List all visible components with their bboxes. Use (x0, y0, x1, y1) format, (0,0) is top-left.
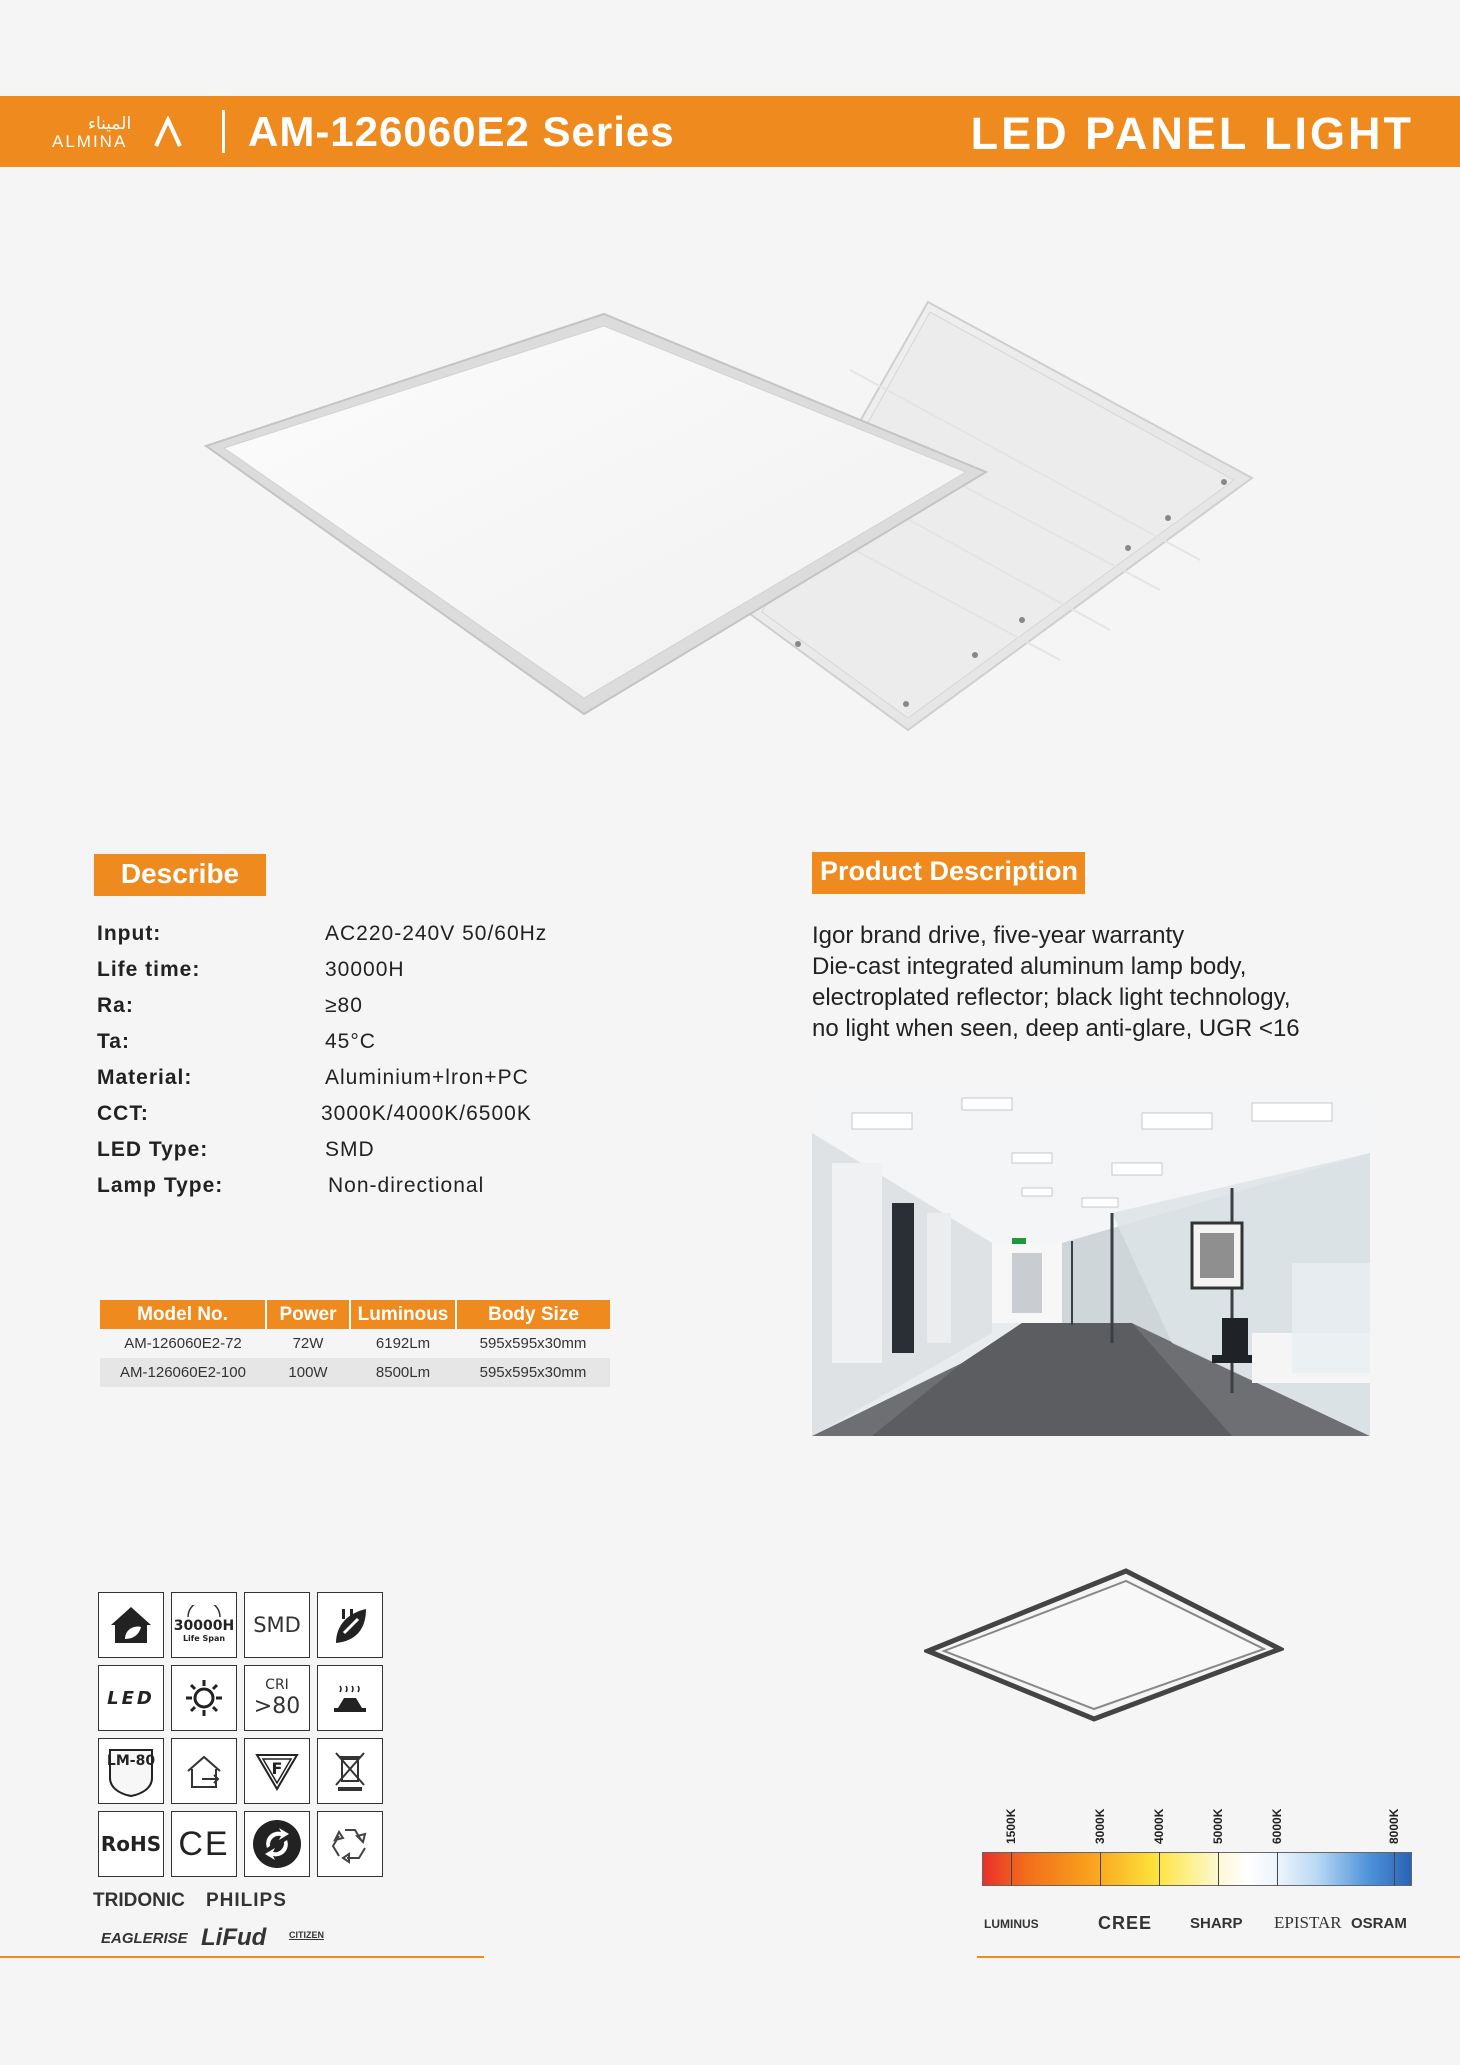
model-spec-table (100, 1300, 610, 1387)
spec-value: AC220-240V 50/60Hz (325, 922, 548, 945)
philips-logo: PHILIPS (206, 1890, 287, 1911)
office-corridor-photo (812, 1093, 1370, 1436)
sun-brightness-icon (171, 1665, 237, 1731)
cct-tick-label: 5000K (1211, 1808, 1225, 1844)
lifespan-label: Life Span (182, 1634, 226, 1643)
tridonic-logo: TRIDONIC (93, 1890, 185, 1911)
spec-row (97, 1030, 697, 1066)
description-line: electroplated reflector; black light technology, (812, 984, 1291, 1011)
cri-label: CRI (265, 1677, 289, 1693)
indoor-use-icon (171, 1738, 237, 1804)
table-row (100, 1358, 610, 1387)
recycle-icon (317, 1811, 383, 1877)
series-title: AM-126060E2 Series (248, 108, 675, 155)
f-mark-text: F (271, 1759, 283, 1778)
cri-badge (244, 1665, 310, 1731)
logo-latin-text: ALMINA (52, 132, 128, 151)
chip-brand-logos (984, 1913, 1414, 1943)
cct-gradient-bar (982, 1852, 1412, 1886)
table-cell: AM-126060E2-72 (124, 1335, 242, 1352)
spec-label: Ra: (97, 994, 134, 1017)
spec-label: CCT: (97, 1102, 149, 1125)
table-row (100, 1329, 610, 1358)
table-cell: AM-126060E2-100 (100, 1358, 266, 1387)
spec-row (97, 1138, 697, 1174)
cct-tick-label: 1500K (1004, 1808, 1018, 1844)
cct-tick-mark (1218, 1852, 1219, 1886)
sharp-logo: SHARP (1190, 1915, 1243, 1932)
home-leaf-icon (98, 1592, 164, 1658)
table-cell: 72W (292, 1335, 324, 1352)
lifud-logo: LiFud (201, 1924, 267, 1951)
spec-value: 30000H (325, 958, 405, 981)
cct-tick-mark (1159, 1852, 1160, 1886)
spec-label: LED Type: (97, 1138, 209, 1161)
header-bar (0, 96, 1460, 167)
spec-row (97, 1102, 697, 1138)
column-header: Model No. (100, 1300, 266, 1329)
smd-text: SMD (253, 1613, 301, 1637)
table-cell: 8500Lm (350, 1358, 456, 1387)
spec-list (97, 922, 697, 1210)
luminus-logo: LUMINUS (984, 1917, 1039, 1931)
led-badge (98, 1665, 164, 1731)
led-text: LED (107, 1687, 155, 1709)
osram-logo: OSRAM (1351, 1915, 1407, 1932)
spec-label: Life time: (97, 958, 201, 981)
spec-label: Material: (97, 1066, 193, 1089)
product-type-title: LED PANEL LIGHT (970, 108, 1414, 159)
cct-tick-label: 3000K (1093, 1808, 1107, 1844)
cree-logo: CREE (1098, 1913, 1153, 1933)
description-line: Igor brand drive, five-year warranty (812, 922, 1185, 949)
lifespan-hours: 30000H (173, 1618, 235, 1634)
footer-line-left (0, 1956, 484, 1958)
led-panel-product-image (200, 290, 1260, 750)
spec-value: 45°C (325, 1030, 376, 1053)
heat-dissipation-icon (317, 1665, 383, 1731)
description-line: Die-cast integrated aluminum lamp body, (812, 953, 1247, 980)
spec-value: ≥80 (325, 994, 363, 1017)
column-header: Body Size (456, 1300, 610, 1329)
spec-row (97, 1066, 697, 1102)
logo-arabic-text: الميناء (88, 114, 132, 134)
rohs-badge (98, 1811, 164, 1877)
spec-row (97, 1174, 697, 1210)
panel-frame-image (924, 1567, 1284, 1723)
cct-tick-label: 4000K (1152, 1808, 1166, 1844)
weee-bin-icon (317, 1738, 383, 1804)
cct-tick-mark (1011, 1852, 1012, 1886)
citizen-logo: CITIZEN (289, 1930, 324, 1940)
spec-label: Lamp Type: (97, 1174, 224, 1197)
table-cell: 100W (266, 1358, 350, 1387)
table-cell: 595x595x30mm (479, 1335, 587, 1352)
brand-logo (52, 112, 192, 152)
table-header-row (100, 1300, 610, 1329)
product-description-heading: Product Description (812, 852, 1085, 894)
spec-row (97, 958, 697, 994)
spec-value: Non-directional (328, 1174, 485, 1197)
lifespan-icon (171, 1592, 237, 1658)
ce-text: CE (178, 1824, 230, 1863)
table-cell: 6192Lm (375, 1335, 431, 1352)
spec-value: SMD (325, 1138, 375, 1161)
cct-tick-label: 6000K (1270, 1808, 1284, 1844)
spec-value: Aluminium+lron+PC (325, 1066, 529, 1089)
column-header: Power (266, 1300, 350, 1329)
describe-heading: Describe (94, 854, 266, 896)
table-cell: 595x595x30mm (456, 1358, 610, 1387)
spec-label: Ta: (97, 1030, 130, 1053)
eaglerise-logo: EAGLERISE (101, 1930, 188, 1947)
epistar-logo: EPISTAR (1274, 1913, 1342, 1932)
footer-line-right (977, 1956, 1460, 1958)
spec-label: Input: (97, 922, 162, 945)
eco-plug-icon (317, 1592, 383, 1658)
cri-value: >80 (253, 1694, 301, 1719)
rohs-text: RoHS (100, 1832, 162, 1856)
spec-row (97, 922, 697, 958)
lm80-text: LM-80 (106, 1753, 156, 1769)
product-description-text (812, 920, 1372, 1044)
green-dot-icon (244, 1811, 310, 1877)
spec-row (97, 994, 697, 1030)
spec-value: 3000K/4000K/6500K (321, 1102, 532, 1125)
f-mark-icon (244, 1738, 310, 1804)
cct-tick-label: 8000K (1387, 1808, 1401, 1844)
lm80-badge (98, 1738, 164, 1804)
smd-badge (244, 1592, 310, 1658)
header-divider (222, 110, 225, 153)
color-temperature-scale (982, 1800, 1412, 1900)
cct-tick-mark (1394, 1852, 1395, 1886)
description-line: no light when seen, deep anti-glare, UGR <16 (812, 1015, 1300, 1042)
column-header: Luminous (350, 1300, 456, 1329)
cct-tick-mark (1100, 1852, 1101, 1886)
logo-mark-icon (152, 116, 184, 148)
ce-badge (171, 1811, 237, 1877)
cct-tick-mark (1277, 1852, 1278, 1886)
